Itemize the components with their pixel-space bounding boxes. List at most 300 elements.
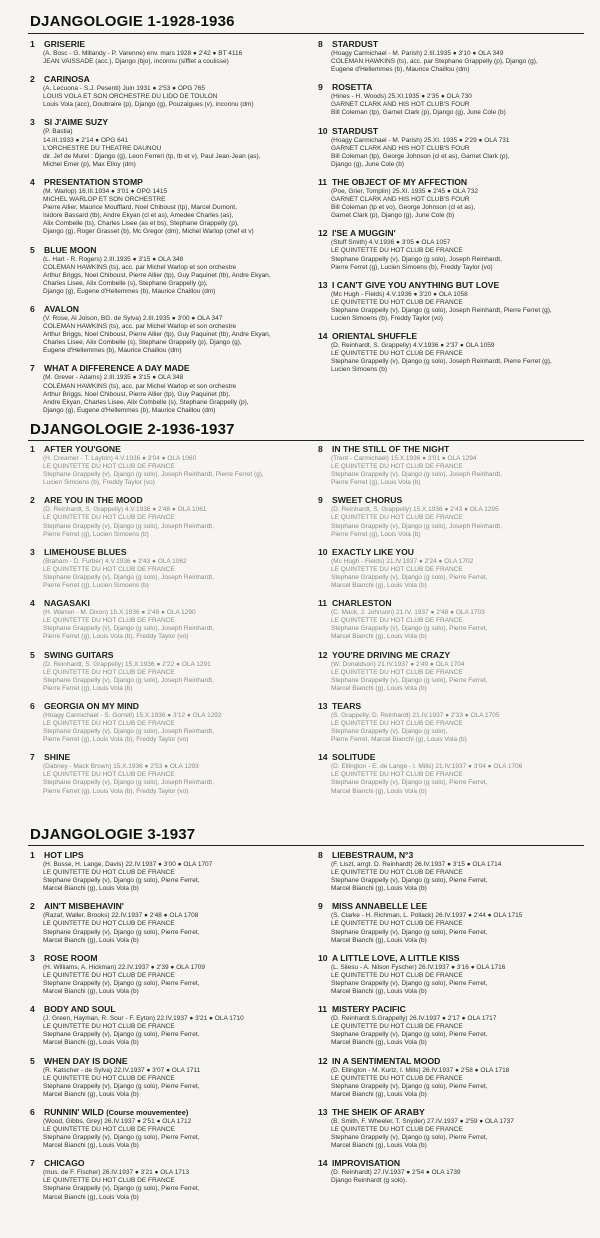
track-title: EXACTLY LIKE YOU [332,546,414,557]
credit-line: Stephane Grappelly (v), Django (g solo), Pierre Ferret, [331,625,488,633]
credit-line: LE QUINTETTE DU HOT CLUB DE FRANCE [43,1125,175,1133]
track-heading [30,547,292,558]
track-credits [43,128,292,168]
credit-line: Stephane Grappelly (v), Django (g solo), Joseph Reinhardt, [43,573,214,581]
track-entry [30,74,292,109]
track-number: 12 [318,228,328,239]
track-title: NAGASAKI [44,598,90,609]
credit-line: (V. Rose, Al Jolson, BG. de Sylva) 2.III.1935 ● 3'00 ● OLA 347 [43,314,223,322]
track-entry [318,228,580,271]
track-credits [331,1118,580,1150]
credit-line: (Razaf, Waller, Brooks) 22.IV.1937 ● 2'48 ● OLA 1708 [43,912,199,920]
track-entry [318,598,580,641]
credit-line: (P. Bastia) [43,128,73,136]
credit-line: (L. Hart - R. Rogers) 2.III.1935 ● 3'15 ● OLA 348 [43,255,184,263]
track-entry [30,245,292,296]
credit-line: (D. Reinhardt, S. Grappelly) 4.V.1936 ● 2'48 ● OLA 1061 [43,506,207,514]
credit-line: Django (g), June Cole (b) [331,160,404,168]
track-heading [30,117,292,128]
track-entry [318,752,580,795]
credit-line: Marcel Bianchi (g), Louis Vola (b) [331,787,427,795]
credit-line: Marcel Bianchi (g), Louis Vola (b) [331,684,427,692]
track-number: 3 [30,546,35,557]
credit-line: (W. Donaldson) 21.IV.1937 ● 2'49 ● OLA 1704 [331,660,465,668]
credit-line: Pierre Ferret (g), Louis Vola (b), Freddy Taylor (vo) [43,736,189,744]
credit-line: (Mc Hugh - Fields) 4.V.1936 ● 3'20 ● OLA 1058 [331,290,468,298]
track-number: 5 [30,1055,35,1066]
track-entry [318,547,580,590]
track-number: 9 [318,901,323,912]
credit-line: (D. Ellington - E. de Lange - I. Mills) 21.IV.1937 ● 3'04 ● OLA 1706 [331,763,523,771]
track-entry [30,752,292,795]
track-credits [43,1015,292,1047]
track-credits [331,239,580,271]
track-title: CHICAGO [44,1158,85,1169]
credit-line: Stephane Grappelly (v), Django (g solo), Pierre Ferret, [331,779,488,787]
track-heading [30,363,292,374]
track-number: 3 [30,952,35,963]
track-title: A LITTLE LOVE, A LITTLE KISS [332,952,460,963]
credit-line: Pierre Ferret (g), Louis Vola (b) [331,530,421,538]
track-title: LIMEHOUSE BLUES [44,546,127,557]
track-entry [30,547,292,590]
credit-line: LE QUINTETTE DU HOT CLUB DE FRANCE [331,1125,463,1133]
credit-line: Marcel Bianchi (g), Louis Vola (b) [43,1142,139,1150]
credit-line: GARNET CLARK AND HIS HOT CLUB'S FOUR [331,101,470,109]
credit-line: Marcel Bianchi (g), Louis Vola (b) [331,1090,427,1098]
credit-line: LE QUINTETTE DU HOT CLUB DE FRANCE [331,463,463,471]
track-number: 2 [30,901,35,912]
credit-line: Isidore Bassard (tb), Andre Ekyan (cl et as), Amedee Charles (as), [43,212,234,220]
track-entry [30,177,292,237]
credit-line: Django (g), Roger Grasset (b), Mc Gregor (dm), Michel Warlop (chef et v) [43,228,254,236]
credit-line: Stephane Grappelly (v), Django (g solo), Pierre Ferret, [331,1134,488,1142]
credit-line: (F. Liszt, arrgt. D. Reinhardt) 26.IV.1937 ● 3'15 ● OLA 1714 [331,861,502,868]
track-entry [30,1004,292,1047]
credit-line: (H. Warren - M. Dixon) 15.X.1936 ● 2'48 ● OLA 1290 [43,609,196,617]
track-entry [30,650,292,693]
track-entry [30,850,292,893]
track-heading [30,1158,292,1169]
credit-line: LOUIS VOLA ET SON ORCHESTRE DU LIDO DE TOULON [43,93,218,101]
track-heading [318,177,580,188]
track-credits [331,861,580,893]
track-credits [43,661,292,693]
track-heading [318,228,580,239]
credit-line: Marcel Bianchi (g), Louis Vola (b) [43,988,139,996]
credit-line: (C. Mack, J. Johnson) 21.IV. 1937 ● 2'48 ● OLA 1703 [331,609,485,617]
credit-line: Pierre Ferret (g), Louis Vola (b), Freddy Taylor (vo) [43,633,189,641]
credit-line: Marcel Bianchi (g), Louis Vola (b) [43,1039,139,1047]
credit-line: COLEMAN HAWKINS (ts), acc. par Michel Warlop et son orchestre [43,263,237,271]
credit-line: LE QUINTETTE DU HOT CLUB DE FRANCE [43,1177,175,1185]
track-heading [318,701,580,712]
track-heading [318,126,580,137]
track-heading [30,850,292,861]
section-title: DJANGOLOGIE 3-1937 [30,826,196,843]
track-entry [30,1056,292,1099]
track-heading [30,177,292,188]
credit-line: LE QUINTETTE DU HOT CLUB DE FRANCE [331,1023,463,1031]
track-number: 10 [318,546,328,557]
credit-line: Pierre Allier, Maurice Moufflard, Noel Chiboust (tp), Marcel Dumont, [43,204,237,212]
credit-line: Eugene d'Hellemmes (b), Maurice Chaillou (dm) [331,66,470,74]
credit-line: Stephane Grappelly (v), Django (g solo), Pierre Ferret, [43,1082,200,1090]
track-title: SOLITUDE [332,752,376,763]
track-number: 9 [318,495,323,506]
track-number: 8 [318,39,323,49]
track-entry [30,495,292,538]
credit-line: Marcel Bianchi (g), Louis Vola (b) [331,988,427,996]
credit-line: Lucien Simoens (b) [331,366,387,374]
credit-line: (S. Clarke - H. Richman, L. Pollack) 26.IV.1937 ● 2'44 ● OLA 1715 [331,912,523,920]
track-heading [318,444,580,455]
track-title: PRESENTATION STOMP [44,176,143,187]
track-number: 11 [318,598,328,609]
track-title: ORIENTAL SHUFFLE [332,331,418,342]
track-number: 1 [30,39,35,49]
credit-line: Marcel Bianchi (g), Louis Vola (b) [331,582,427,590]
track-heading [318,598,580,609]
track-number: 13 [318,700,328,711]
track-title: I'SE A MUGGIN' [332,228,396,239]
track-number: 2 [30,74,35,85]
track-heading [318,82,580,93]
track-number: 6 [30,700,35,711]
track-entry [30,1158,292,1201]
track-entry [30,363,292,414]
track-credits [43,712,292,744]
track-title: GEORGIA ON MY MIND [44,700,140,711]
credit-line: (Stuff Smith) 4.V.1936 ● 3'05 ● OLA 1057 [331,239,451,247]
credit-line: Stephane Grappelly (v), Django (g solo), Pierre Ferret, [43,877,200,885]
track-entry [318,82,580,117]
credit-line: LE QUINTETTE DU HOT CLUB DE FRANCE [331,719,463,727]
credit-line: LE QUINTETTE DU HOT CLUB DE FRANCE [331,565,463,573]
credit-line: Arthur Briggs, Noel Chiboust, Pierre Allier (tp), Guy Paquinet (tb), Andre Ekyan, [43,331,271,339]
credit-line: Alix Combelle (ts), Charles Lisee (as et bs), Stephane Grappelly (p), [43,220,239,228]
credit-line: LE QUINTETTE DU HOT CLUB DE FRANCE [43,463,175,471]
track-credits [43,763,292,795]
track-heading [318,650,580,661]
track-number: 8 [318,850,323,860]
credit-line: (M. Warlop) 16.III.1934 ● 3'01 ● OPG 1415 [43,187,168,195]
track-heading [318,752,580,763]
track-title: WHEN DAY IS DONE [44,1055,128,1066]
credit-line: Stephane Grappelly (v), Django (g solo), Joseph Reinhardt, [43,728,214,736]
track-number: 7 [30,363,35,374]
credit-line: Marcel Bianchi (g), Louis Vola (b) [331,936,427,944]
credit-line: LE QUINTETTE DU HOT CLUB DE FRANCE [331,668,463,676]
track-title: SWING GUITARS [44,649,114,660]
credit-line: GARNET CLARK AND HIS HOT CLUB'S FOUR [331,196,470,204]
credit-line: L'ORCHESTRE DU THEATRE DAUNOU [43,144,162,152]
credit-line: LE QUINTETTE DU HOT CLUB DE FRANCE [43,668,175,676]
track-title: RUNNIN' WILD [44,1106,104,1117]
credit-line: Michel Emer (p), Max Elloy (dm) [43,160,136,168]
track-entry [30,39,292,66]
credit-line: LE QUINTETTE DU HOT CLUB DE FRANCE [43,869,175,877]
track-title: GRISERIE [44,39,86,49]
credit-line: (Braham - D. Furber) 4.V.1936 ● 2'43 ● OLA 1062 [43,557,187,565]
track-heading [318,1004,580,1015]
track-heading [30,650,292,661]
track-number: 12 [318,1055,328,1066]
track-entry [30,701,292,744]
track-credits [331,964,580,996]
track-credits [331,661,580,693]
credit-line: Marcel Bianchi (g), Louis Vola (b) [43,1193,139,1201]
track-number: 7 [30,752,35,763]
credit-line: Stephane Grappelly (v), Django (g solo), Joseph Reinhardt, Pierre Ferret (g), [331,358,552,366]
track-entry [318,1004,580,1047]
track-title: BLUE MOON [44,244,97,255]
track-entry [318,1158,580,1185]
track-title: IN THE STILL OF THE NIGHT [332,444,450,454]
track-title-note: (Course mouvementee) [106,1107,189,1117]
credit-line: Stephane Grappelly (v), Django (g solo), Pierre Ferret, [331,1031,488,1039]
credit-line: (Wood, Gibbs, Grey) 26.IV.1937 ● 2'51 ● OLA 1712 [43,1117,192,1125]
track-credits [43,964,292,996]
track-entry [318,331,580,374]
track-heading [318,547,580,558]
track-entry [318,901,580,944]
credit-line: Bill Coleman (tp), Garnet Clark (p), Django (g), June Cole (b) [331,109,506,117]
track-heading [318,331,580,342]
track-title: IMPROVISATION [332,1158,401,1169]
credit-line: LE QUINTETTE DU HOT CLUB DE FRANCE [331,920,463,928]
credit-line: LE QUINTETTE DU HOT CLUB DE FRANCE [331,617,463,625]
track-credits [43,861,292,893]
track-title: BODY AND SOUL [44,1004,116,1015]
credit-line: Marcel Bianchi (g), Louis Vola (b) [43,1090,139,1098]
credit-line: Lucien Simoens (b), Freddy Taylor (vo) [43,479,155,487]
track-number: 3 [30,117,35,128]
credit-line: LE QUINTETTE DU HOT CLUB DE FRANCE [43,971,175,979]
track-credits [43,912,292,944]
credit-line: Stephane Grappelly (v), Django (g solo), Pierre Ferret, [43,979,200,987]
track-heading [318,850,580,861]
track-title: WHAT A DIFFERENCE A DAY MADE [44,363,190,374]
credit-line: (Hoagy Carmichael - S. Gorrell) 15.X.1936 ● 3'12 ● OLA 1292 [43,711,222,719]
section-divider [28,33,584,34]
track-credits [331,342,580,374]
track-credits [331,609,580,641]
credit-line: LE QUINTETTE DU HOT CLUB DE FRANCE [43,1023,175,1031]
credit-line: Arthur Briggs, Noel Chiboust, Pierre Allier (tp), Guy Paquinet (tb), Andre Ekyan, [43,271,271,279]
track-title: LIEBESTRAUM, N°3 [332,850,414,860]
track-title: SI J'AIME SUZY [44,117,109,128]
credit-line: (R. Katscher - de Sylva) 22.IV.1937 ● 3'07 ● OLA 1711 [43,1066,201,1074]
track-heading [30,701,292,712]
credit-line: Stephane Grappelly (v), Django (g solo), Joseph Reinhardt, Pierre Ferret (g), [43,471,264,479]
track-heading [318,280,580,291]
credit-line: COLEMAN HAWKINS (ts), acc. par Stephane Grappelly (p), Django (g), [331,58,538,66]
track-credits [43,1067,292,1099]
credit-line: Marcel Bianchi (g), Louis Vola (b) [331,885,427,893]
track-number: 14 [318,1158,328,1169]
track-credits [43,1118,292,1150]
credit-line: COLEMAN HAWKINS (ts), acc. par Michel Warlop et son orchestre [43,323,237,331]
credit-line: Stephane Grappelly (v), Django (g solo), Joseph Reinhardt, [43,676,214,684]
track-title: AVALON [44,303,80,314]
track-credits [331,712,580,744]
track-heading [30,752,292,763]
credit-line: JEAN VAISSADE (acc.), Django (bjo), inconnu (sifflet a coulisse) [43,58,229,66]
track-title: THE OBJECT OF MY AFFECTION [332,176,468,187]
credit-line: COLEMAN HAWKINS (ts), acc. par Michel Warlop et son orchestre [43,382,237,390]
credit-line: Arthur Briggs, Noel Chiboust, Pierre Allier (tp), Guy Paquinet (tb), [43,390,231,398]
section-divider [28,845,584,846]
credit-line: Stephane Grappelly (v), Django (g solo), Joseph Reinhardt, [331,522,502,530]
track-number: 4 [30,176,35,187]
track-title: THE SHEIK OF ARABY [332,1106,425,1117]
track-entry [30,444,292,487]
track-entry [318,953,580,996]
credit-line: Louis Vola (acc), Doubraire (p), Django (g), Pouzalgues (v), inconnu (dm) [43,101,254,109]
track-title: ROSE ROOM [44,952,98,963]
credit-line: (D. Reinhardt, S. Grappelly) 15.X.1936 ● 2'43 ● OLA 1295 [331,506,499,514]
credit-line: Stephane Grappelly (v), Django (g solo), Pierre Ferret, [43,1185,200,1193]
track-credits [331,93,580,117]
track-entry [318,1107,580,1150]
track-heading [30,304,292,315]
track-title: ROSETTA [332,82,373,93]
credit-line: (B. Smith, F. Wheeler, T. Snyder) 27.IV.1937 ● 2'59 ● OLA 1737 [331,1117,514,1125]
track-heading [30,39,292,50]
credit-line: LE QUINTETTE DU HOT CLUB DE FRANCE [331,971,463,979]
credit-line: LE QUINTETTE DU HOT CLUB DE FRANCE [331,298,463,306]
track-entry [30,304,292,355]
credit-line: Pierre Ferret (g), Louis Vola (b) [331,479,421,487]
credit-line: Pierre Ferret (g), Lucien Simoens (b) [43,582,149,590]
credit-line: (Hoagy Carmichael - M. Parish) 25.XI. 1935 ● 2'29 ● OLA 731 [331,136,510,144]
credit-line: Stephane Grappelly (v), Django (g solo), Joseph Reinhardt, [43,625,214,633]
credit-line: (Hoagy Carmichael - M. Parish) 2.III.1935 ● 3'10 ● OLA 349 [331,50,504,57]
credit-line: LE QUINTETTE DU HOT CLUB DE FRANCE [43,565,175,573]
track-credits [43,50,292,66]
track-credits [43,558,292,590]
credit-line: Stephane Grappelly (v), Django (g solo), Joseph Reinhardt, [331,255,502,263]
track-heading [30,1004,292,1015]
credit-line: LE QUINTETTE DU HOT CLUB DE FRANCE [43,920,175,928]
track-heading [30,495,292,506]
credit-line: (A. Lecuona - S.J. Pesenti) Juin 1931 ● 2'53 ● OPG 765 [43,85,205,93]
credit-line: LE QUINTETTE DU HOT CLUB DE FRANCE [331,1074,463,1082]
credit-line: LE QUINTETTE DU HOT CLUB DE FRANCE [43,514,175,522]
credit-line: (A. Bosc - G. Millandy - P. Varenne) env. mars 1928 ● 2'42 ● BT 4116 [43,50,243,57]
credit-line: (D. Ellington - M. Kurtz, I. Mills) 26.IV.1937 ● 2'58 ● OLA 1718 [331,1066,510,1074]
track-heading [30,598,292,609]
credit-line: Marcel Bianchi (g), Louis Vola (b) [331,1039,427,1047]
track-entry [30,598,292,641]
track-entry [318,280,580,323]
track-credits [331,1067,580,1099]
credit-line: Eugene d'Hellemmes (b), Maurice Chaillou (dm) [43,347,182,355]
track-number: 2 [30,495,35,506]
track-entry [318,850,580,893]
credit-line: Stephane Grappelly (v), Django (g solo), Joseph Reinhardt, [43,522,214,530]
track-number: 6 [30,303,35,314]
credit-line: Pierre Ferret (g), Lucien Simoens (b), Freddy Taylor (vo) [331,263,493,271]
track-number: 11 [318,1004,328,1015]
credit-line: Marcel Bianchi (g), Louis Vola (b) [331,633,427,641]
track-heading [30,444,292,455]
track-heading [318,901,580,912]
track-credits [331,558,580,590]
track-number: 1 [30,444,35,454]
track-entry [318,126,580,169]
credit-line: Garnet Clark (p), Django (g), June Cole (b) [331,212,455,220]
track-title: CHARLESTON [332,598,392,609]
track-number: 4 [30,1004,35,1015]
credit-line: LE QUINTETTE DU HOT CLUB DE FRANCE [43,1074,175,1082]
tracklist-left-column [30,850,292,1210]
track-heading [30,245,292,256]
track-entry [318,701,580,744]
credit-line: Django (g), Eugene d'Hellemmes (b), Maurice Chaillou (dm) [43,287,216,295]
credit-line: Bill Coleman (tp et vo), George Johnson (cl et as), [331,204,476,212]
track-credits [43,1169,292,1201]
credit-line: Pierre Ferret, Marcel Bianchi (g), Louis Vola (b) [331,736,467,744]
credit-line: Stephane Grappelly (v), Django (g solo), Pierre Ferret, [43,1134,200,1142]
track-heading [30,1056,292,1067]
credit-line: Stephane Grappelly (v), Django (g solo), Joseph Reinhardt, Pierre Ferret (g), [331,306,552,314]
track-heading [30,953,292,964]
track-entry [318,177,580,220]
track-number: 14 [318,331,328,342]
credit-line: Stephane Grappelly (v), Django (g solo), Pierre Ferret, [331,877,488,885]
track-title: IN A SENTIMENTAL MOOD [332,1055,441,1066]
credit-line: Stephane Grappelly (v), Django (g solo), Pierre Ferret, [43,928,200,936]
track-entry [30,953,292,996]
track-heading [318,953,580,964]
credit-line: Bill Coleman (tp), George Johnson (cl et as), Garnet Clark (p), [331,152,510,160]
credit-line: (L. Silesu - A. Nilson Fyscher) 26.IV.1937 ● 3'16 ● OLA 1716 [331,963,506,971]
track-credits [43,188,292,237]
track-number: 7 [30,1158,35,1169]
credit-line: (D. Reinhardt S.Grappelly) 26.IV.1937 ● 2'17 ● OLA 1717 [331,1015,497,1023]
track-entry [30,1107,292,1150]
track-number: 9 [318,82,323,93]
credit-line: (M. Grever - Adams) 2.III.1935 ● 3'15 ● OLA 348 [43,374,184,382]
credit-line: Charles Lisee, Alix Combelle (s), Stephane Grappelly (p), Django (g), [43,339,242,347]
track-credits [331,506,580,538]
credit-line: Pierre Ferret (g), Louis Vola (b) [43,684,133,692]
track-number: 5 [30,649,35,660]
track-credits [331,291,580,323]
track-number: 14 [318,752,328,763]
track-title: I CAN'T GIVE YOU ANYTHING BUT LOVE [332,279,500,290]
track-title: SWEET CHORUS [332,495,403,506]
track-credits [43,256,292,296]
track-heading [30,901,292,912]
credit-line: (Trent - Carmichael) 15.X.1936 ● 3'01 ● OLA 1294 [331,455,477,462]
credit-line: 14.III.1933 ● 2'14 ● OPG 641 [43,136,128,144]
credit-line: Marcel Bianchi (g), Louis Vola (b) [331,1142,427,1150]
credit-line: (J. Green, Hayman, R. Sour - F. Eyton) 22.IV.1937 ● 3'21 ● OLA 1710 [43,1015,244,1023]
credit-line: GARNET CLARK AND HIS HOT CLUB'S FOUR [331,144,470,152]
credit-line: Stephane Grappelly (v), Django (g solo), Pierre Ferret, [43,1031,200,1039]
track-entry [318,495,580,538]
track-entry [318,39,580,74]
track-credits [43,506,292,538]
track-heading [318,1107,580,1118]
track-number: 10 [318,125,328,136]
track-number: 13 [318,1106,328,1117]
credit-line: Stephane Grappelly (v), Django (g solo), Pierre Ferret, [331,1082,488,1090]
credit-line: Django Reinhardt (g solo). [331,1177,407,1185]
